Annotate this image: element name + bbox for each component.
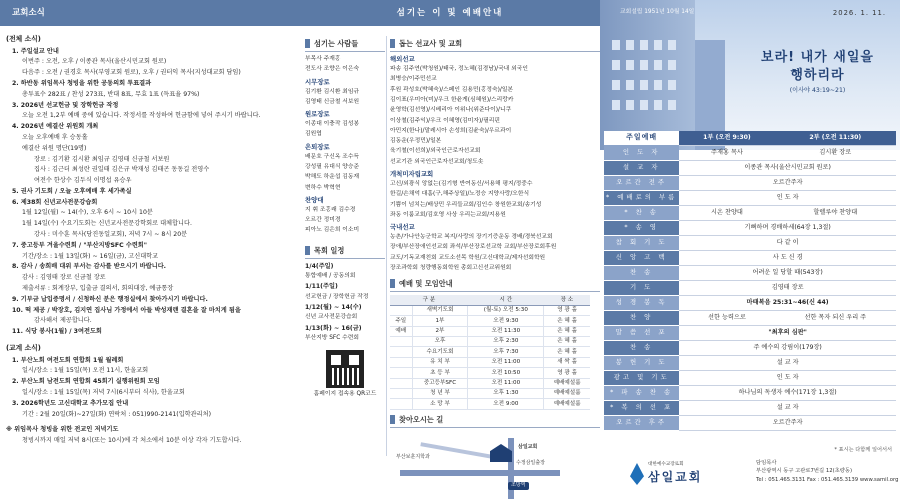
map-label: 수정삼일출장 [516,459,545,466]
service-value: 오르간주자 [679,415,896,430]
news-item: 3. 2026학년도 고신대학교 추가모집 안내 [12,399,129,407]
service-label: 설 교 자 [604,160,679,175]
news-item: 장로 : 김기환 김시환 최임규 김영태 신금철 서보원 [34,155,170,163]
service-row [604,340,896,355]
map-label: 삼일교회 [518,443,538,450]
service-row [604,310,896,325]
mission-entry: 아민지(한나)/말레시아 손성희(김윤숙)/우르과이 [390,127,512,134]
servant-entry: 김기환 김시환 최임규 [305,88,360,95]
news-item: 1. 부산노회 여전도회 연합회 1월 월례회 [12,356,124,364]
service-row [604,235,896,250]
service-value: 설 교 자 [679,355,896,370]
row-time: 오후 1:30 [468,389,544,399]
service-row [604,355,896,370]
servant-entry: 이종대 이충작 김성봉 [305,121,360,128]
all-news-heading: (전체 소식) [6,35,41,43]
bulletin-date: 2026. 1. 11. [832,9,886,17]
news-item: 6. 제38회 신년교사전문강습회 [12,198,98,206]
row-name: 수요기도회 [412,347,468,357]
service-value: 이종관 목사(울산시민교회 원로) [679,160,896,175]
schedule-title: 목회 일정 [305,245,385,259]
row-place: 은 혜 홀 [544,326,590,336]
news-item: 1월 14일(수) 수요기도회는 신년교사전문강학회로 대체합니다. [22,220,192,228]
row-name: 오후 [412,337,468,347]
service-label: * 예배로의 부름 [604,190,679,205]
schedule-date: 1/12(월) ~ 14(수) [305,304,362,312]
row-group [390,389,412,399]
servants-header: 섬기는 이 및 예배안내 [300,0,600,26]
mission-entry: 장애/부산장애인선교회 좌석/부산장로선교학 교회/부산장로회후원 [390,244,557,251]
location-map[interactable] [390,432,590,499]
news-item: 기간 : 2월 20일(화)~27일(화) 연락처 : 051)990-2141(입학관리처) [22,410,211,418]
service-label: 봉 헌 기 도 [604,355,679,370]
map-label: 부산보훈지학과 [396,453,430,460]
servant-entry: 오르간 정미경 [305,217,341,224]
section-marker-icon [390,415,395,424]
news-item: 8. 감사 / 송희배 대위 부서는 감사를 받으시기 바랍니다. [12,263,167,271]
servant-group-heading: 은퇴장로 [305,142,330,151]
table-row [390,305,590,315]
news-item: 10. 떡 제공 / 박장호, 김지연 집사님 가정에서 아들 박성재랜 결혼을 잘 마치게 됨을 [12,306,241,314]
news-item: 11. 식당 봉사(1월) / 3여전도회 [12,328,102,336]
servant-entry: 배문호 구신옥 조수득 [305,153,360,160]
motto-line-1: 보라! 내가 새일을 [761,50,874,65]
news-item: 감사 : 김영태 장로 신금철 장로 [22,274,106,282]
news-item: 9. 기부금 납입증명서 / 신청하신 분은 행정실에서 찾아가시기 바랍니다. [12,295,208,303]
table-row [390,389,590,399]
servant-group-heading: 찬양대 [305,195,324,204]
row-time: (월-토) 오전 5:30 [468,305,544,315]
row-place: 새 싹 홀 [544,357,590,367]
row-group [390,305,412,315]
service-label: 인 도 자 [604,145,679,160]
service-label: * 찬 송 [604,205,679,220]
service-value-first: 주재홍 목사 [679,145,774,160]
service-row [604,295,896,310]
servant-entry: 피아노 김은희 이소미 [305,227,360,234]
row-time: 오후 7:30 [468,347,544,357]
nation-heading: 국내선교 [390,223,415,232]
service-label: 말 씀 선 포 [604,325,679,340]
church-building-image [600,0,695,150]
mission-entry: 김이표(우미아(미)/우크 한윤게(심혜원)/스리랑카 [390,96,514,103]
row-group [390,337,412,347]
service-row [604,415,896,430]
news-item: 3. 2026년 선교헌금 및 장학헌금 작정 [12,101,119,109]
mission-entry: 고신/외광식 앙없는(김기형 반여동신/서용해 평지/정중수 [390,180,533,187]
service-row [604,265,896,280]
row-place: 은 혜 홀 [544,316,590,326]
service-value: 하나님의 독생자 예수(171장 1,3절) [679,385,896,400]
service-value: 기뻐하며 경배하세(64장 1,3절) [679,220,896,235]
service-label: 기 도 [604,280,679,295]
mission-entry: 농촌/가나안농군학교 복지/사랑의 장기기증운동 경배/경북선교회 [390,234,553,241]
row-group [390,357,412,367]
motto-line-2: 행하리라 [790,68,845,83]
news-item: 2. 부산노회 남전도회 연합회 45회기 실행위원회 모임 [12,378,160,386]
row-place: 영 광 홀 [544,368,590,378]
servant-groups [305,55,385,237]
contact-line[interactable]: Tel : 051.465.3131 Fax : 051.465.3139 www.samil.org [756,476,899,483]
servants-column [305,38,385,401]
schedule-event: 부산지방 SFC 수련회 [305,334,359,341]
news-item: 총투표수 282표 / 찬성 273표, 반대 8표, 무효 1표 (득표율 97%) [22,90,200,98]
row-name: 소 망 부 [412,399,468,409]
row-time: 오전 10:50 [468,368,544,378]
map-title: 찾아오시는 길 [390,414,600,428]
news-item: 1. 주일설교 안내 [12,47,59,55]
schedule-event: 신년 교사전문강습회 [305,314,358,321]
service-label: 성 경 봉 독 [604,295,679,310]
service-value: 오르간주자 [679,175,896,190]
table-row [390,337,590,347]
table-row [390,357,590,367]
row-time: 오전 9:00 [468,399,544,409]
row-place: 은 혜 홀 [544,347,590,357]
row-name: 초 등 부 [412,368,468,378]
service-row [604,385,896,400]
missions-column [390,38,600,499]
mission-entry: 기쁨이 넘치는/배상민 우리들교회/김인수 창원한교회/송기성 [390,201,542,208]
map-road [400,470,560,476]
row-name: 청 년 부 [412,389,468,399]
table-header-cell: 구 분 [390,295,468,305]
row-place: 은 혜 홀 [544,337,590,347]
service-value-second: 선한 목자 되신 우리 주 [775,310,896,325]
domestic-list [390,180,600,221]
domestic-heading: 개척미자립교회 [390,170,434,179]
row-place: 예배예설룸 [544,389,590,399]
service-value-first: 선한 능력으로 [679,310,774,325]
table-row [390,378,590,388]
qr-caption: 홈페이지 접속용 QR코드 [313,391,377,398]
servant-entry: 강성필 유대식 양승준 [305,164,360,170]
church-world-list [6,356,296,421]
service-row [604,220,896,235]
section-marker-icon [305,39,310,48]
service-row [604,280,896,295]
mission-entry: 한길/손채억 대홈(구,해주상일)/노정승 지양사랑/오한식 [390,191,530,198]
row-place: 영 광 홀 [544,305,590,315]
service-row [604,400,896,415]
first-service-header: 1부 (오전 9:30) [679,131,774,145]
mission-entry: 교도/기독교재친회 교도소선목 학원/고신대학교/제자선회학원 [390,254,546,261]
mission-entry: 김동운(우정민)/일본 [390,138,442,145]
service-value: 주 예수의 강림이(179장) [679,340,896,355]
service-value: 마태복음 25:31~46(신 44) [679,295,896,310]
standing-note: * 표시는 다함께 일어서서 [834,447,892,453]
row-time: 오전 9:30 [468,316,544,326]
pastor-label: 담임목사 [756,460,777,466]
service-row [604,205,896,220]
column-divider [386,36,387,456]
news-item: 예결산 위원 명단(19명) [22,144,87,152]
church-address [756,459,899,484]
row-time: 오전 11:30 [468,326,544,336]
mission-entry: 윤영학(김선영)/시베리아 이위나(위준다이)/니쿠 [390,107,512,114]
church-name: 삼일교회 [648,470,703,484]
service-value-first: 시온 찬양대 [679,205,774,220]
service-value: 인 도 자 [679,190,896,205]
row-name: 유 치 부 [412,357,468,367]
servant-entry: 김원엽 [305,131,322,138]
mission-entry: 장조과학회 청량행동회학원 총회고신선교위원회 [390,264,512,271]
row-group: 주일 [390,316,412,326]
table-row [390,347,590,357]
service-value: 다 같 이 [679,235,896,250]
servant-entry: 지 휘 조홍래 김수경 [305,206,356,213]
news-item: 이번주 : 오전, 오후 / 이종관 목사(울산시민교회 원로) [22,58,167,66]
schedule-date: 1/11(주일) [305,283,338,291]
schedule-event: 통합예배 / 공동의회 [305,273,356,280]
service-value-second: 할렐루야 찬양대 [775,205,896,220]
service-label: 찬 양 [604,310,679,325]
station-label: 조방역 [508,482,529,490]
mission-entry: 좌동 이룸교회/김호영 사상 우리는교회/지용원 [390,211,506,218]
church-logo-icon [630,463,644,485]
service-label: 찬 송 [604,265,679,280]
news-item: 7. 중고등부 겨울수련회 / "부산지방SFC 수련회" [12,241,147,249]
servant-entry: 변하수 박혁현 [305,184,341,191]
schedule-date: 1/4(주일) [305,262,334,270]
service-row [604,145,896,160]
service-label: * 송 영 [604,220,679,235]
overseas-heading: 해외선교 [390,55,415,64]
table-row [390,326,590,336]
worship-guide-table [390,295,590,409]
row-group [390,378,412,388]
news-item: 여전수 한상수 김두식 이명섭 유승우 [34,177,132,185]
service-value-second: 김시환 장로 [775,145,896,160]
news-item: 오늘 오후예배 후 승동홀 [22,133,88,141]
news-item: 5. 권사 기도회 / 오늘 오후예배 후 세가족실 [12,187,132,195]
news-item: 일시/장소 : 1월 15일(목) 저녁 7시(6시부터 식사), 한울교회 [22,388,185,396]
service-value: 김영태 장로 [679,280,896,295]
service-value: 어려운 일 당할 때(543장) [679,265,896,280]
footer [600,455,900,499]
service-label: 신 앙 고 백 [604,250,679,265]
section-marker-icon [390,39,395,48]
schedule-date: 1/13(화) ~ 16(금) [305,324,362,332]
cover-hero [600,0,900,150]
mission-entry: 최병승/이주민선교 [390,76,437,83]
news-item: 4. 2026년 예결산 위원회 개최 [12,123,99,131]
row-name: 1부 [412,316,468,326]
row-group [390,368,412,378]
row-place: 예배예설룸 [544,399,590,409]
servant-entry: 김영태 신금철 서보원 [305,98,360,105]
servants-title: 섬기는 사람들 [305,38,385,52]
news-item: 강사 : 미수훈 목사(당진동일교회), 저녁 7시 ~ 8시 20분 [34,231,188,239]
row-place: 예배예설룸 [544,378,590,388]
section-marker-icon [390,279,395,288]
table-row [390,316,590,326]
row-name: 새벽기도회 [412,305,468,315]
service-title: 주일예배 [604,131,679,145]
service-row [604,325,896,340]
church-news [6,34,296,447]
news-item: 감사해서 제공합니다. [34,317,92,325]
service-label: 오르간 전주 [604,175,679,190]
qr-code-icon[interactable] [326,350,364,388]
schedule-list [305,262,385,344]
row-name: 중고등부SFC [412,378,468,388]
news-header: 교회소식 [0,0,300,26]
service-label: 오르간 후주 [604,415,679,430]
table-row [390,368,590,378]
service-row [604,190,896,205]
service-value: 사 도 신 경 [679,250,896,265]
service-value: 설 교 자 [679,400,896,415]
servant-entry: 부목사 주재홍 [305,56,341,63]
second-service-header: 2부 (오전 11:30) [775,131,896,145]
prayer-note-title: ※ 위임목사 청빙을 위한 전교인 저녁기도 [6,426,119,434]
table-row [390,399,590,409]
service-row [604,175,896,190]
map-road [508,438,514,499]
row-time: 오전 11:00 [468,357,544,367]
guide-title: 예배 및 모임안내 [390,278,600,292]
service-label: 광고 및 기도 [604,370,679,385]
news-item: 다음주 : 오전 / 권경호 목사(부영교회 원로), 오후 / 권터익 목사(지성대교회 담임) [22,69,241,77]
news-item: 일시/장소 : 1월 15일(목) 오전 11시, 한울교회 [22,367,149,375]
service-row [604,250,896,265]
service-row [604,370,896,385]
row-time: 오전 11:00 [468,378,544,388]
all-news-list [6,47,296,339]
motto-reference: (이사야 43:19~21) [789,87,846,94]
service-row [604,160,896,175]
schedule-event: 선교헌금 / 장학헌금 작정 [305,293,369,300]
table-header-cell: 장 소 [544,295,590,305]
table-header-cell: 시 간 [468,295,544,305]
denomination-label: 대한예수교장로회 [648,462,684,467]
row-group [390,347,412,357]
support-line: 선교기관 외국인근로자선교회/청도솟 [390,158,484,165]
news-item: 집사 : 김근더 최성란 권일태 김은규 박재성 김태곤 동동길 전영수 [34,166,210,174]
news-item: 2. 하반동 위임목사 청빙을 위한 공동의회 투표결과 [12,79,152,87]
service-label: 참 회 기 도 [604,235,679,250]
service-value: 인 도 자 [679,370,896,385]
service-value: "최후의 심판" [679,325,896,340]
mission-entry: 이상철(김주익)/우크 이혜영(김미자)/필리핀 [390,117,500,124]
row-group [390,399,412,409]
prayer-note-text: 청빙시까지 매일 저녁 8시(또는 10시)에 각 처소에서 10분 이상 각자 기도합시다. [22,437,242,445]
section-marker-icon [305,246,310,255]
mission-entry: 후원 곽성호(박혜숙)/스페인 김용민(홍정숙)/일본 [390,86,514,93]
service-label: 찬 송 [604,340,679,355]
mission-list [390,65,600,158]
servant-group-heading: 원로장로 [305,110,330,119]
row-group: 예배 [390,326,412,336]
sunday-service-order [604,131,896,431]
news-item: 1월 12일(월) ~ 14(수), 오후 6시 ~ 10시 10분 [22,209,153,217]
service-label: * 파 송 찬 송 [604,385,679,400]
nation-list [390,233,600,274]
news-item: 기간/장소 : 1월 13일(화) ~ 16일(금), 고신대학교 [22,252,159,260]
founding-date: 교회설립 1951년 10월 14일 [620,9,695,15]
servant-entry: 전도사 조향은 이은숙 [305,66,360,73]
service-label: * 복 의 선 포 [604,400,679,415]
news-item: 오늘 오전 1,2부 예배 중에 있습니다. 작정서를 작성하여 헌금함에 넣어 주시기 바랍니다. [22,112,261,120]
news-item: 제출서류 : 회계장부, 입출금 결의서, 회의대장, 예금통장 [22,285,174,293]
address-line: 부산광역시 동구 고관로7번길 12(초량동) [756,468,853,475]
missions-title: 돕는 선교사 및 교회 [390,38,600,52]
servant-entry: 박해도 하운섭 김동재 [305,174,360,181]
mission-entry: 육기철(이선희)/외국인근로자선교회 [390,148,481,155]
row-name: 2부 [412,326,468,336]
mission-entry: 파송 김주연(박청원)/태국, 정노혜(김경남)/국내 외국인 [390,66,528,73]
row-time: 오후 2:30 [468,337,544,347]
church-world-heading: (교계 소식) [6,344,41,353]
servant-group-heading: 시무장로 [305,77,330,86]
